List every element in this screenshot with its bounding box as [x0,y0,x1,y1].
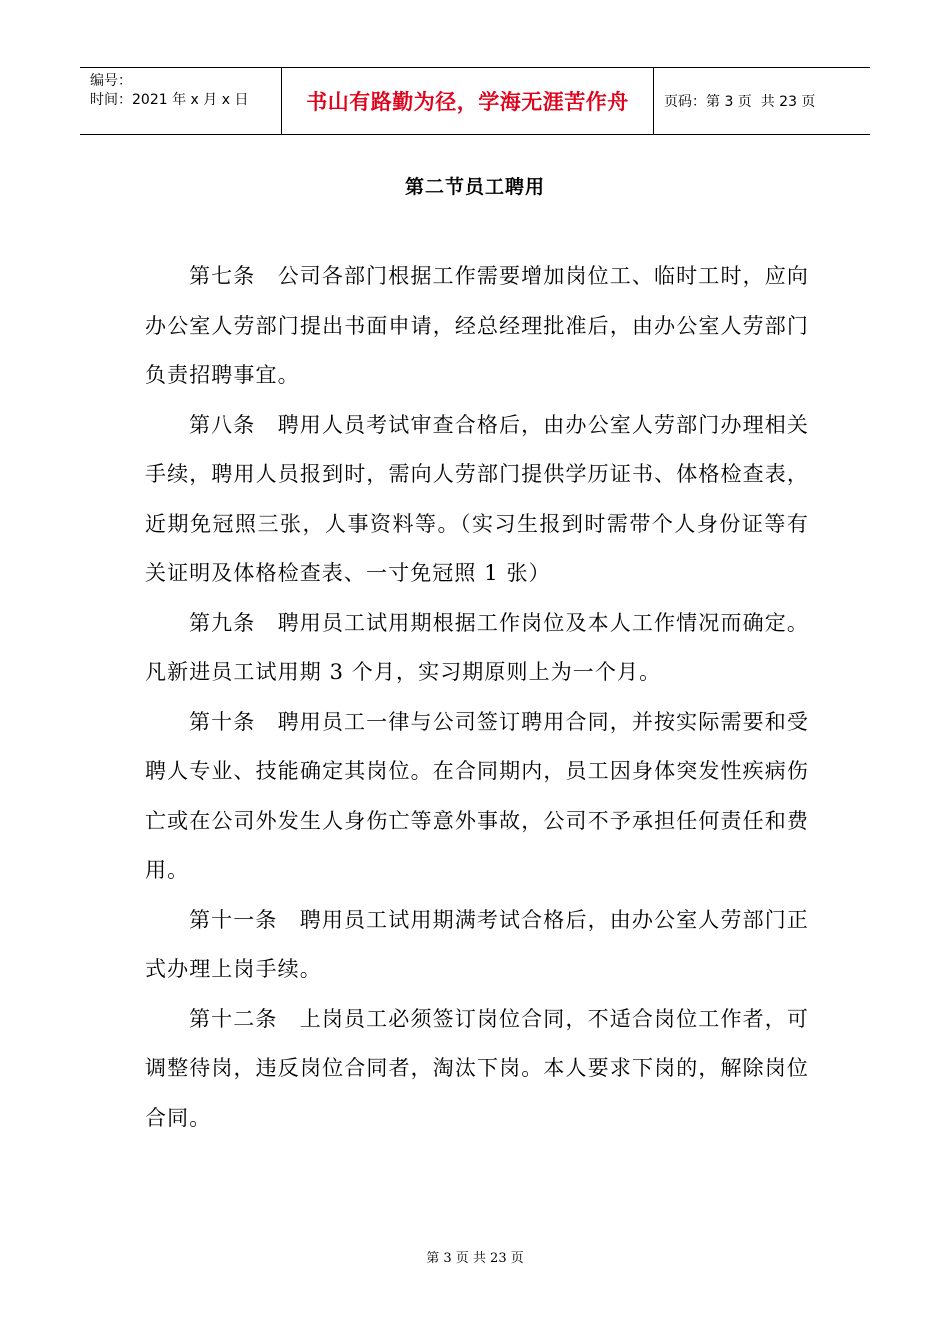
article-7: 第七条 公司各部门根据工作需要增加岗位工、临时工时，应向办公室人劳部门提出书面申请，经总经理批准后，由办公室人劳部门负责招聘事宜。 [145,264,809,387]
document-number-label: 编号： [90,73,132,89]
document-body [145,252,809,1143]
article-12: 第十二条 上岗员工必须签订岗位合同，不适合岗位工作者，可调整待岗，违反岗位合同者，淘汰下岗。本人要求下岗的，解除岗位合同。 [145,1006,809,1130]
header-page-info: 页码：第 3 页 共 23 页 [664,94,816,110]
page-header [80,67,870,135]
document-time-label: 时间：2021 年 x 月 x 日 [90,92,249,108]
article-10: 第十条 聘用员工一律与公司签订聘用合同，并按实际需要和受聘人专业、技能确定其岗位。在合同期内，员工因身体突发性疾病伤亡或在公司外发生人身伤亡等意外事故，公司不予承担任何责任和费用。 [145,709,809,882]
page-footer: 第 3 页 共 23 页 [426,1251,524,1266]
article-11: 第十一条 聘用员工试用期满考试合格后，由办公室人劳部门正式办理上岗手续。 [145,907,809,981]
header-motto: 书山有路勤为径，学海无涯苦作舟 [282,68,654,134]
header-meta [80,68,282,134]
article-8: 第八条 聘用人员考试审查合格后，由办公室人劳部门办理相关手续，聘用人员报到时，需向人劳部门提供学历证书、体格检查表，近期免冠照三张，人事资料等。（实习生报到时需带个人身份证等有关证明及体格检查表、一寸免冠照 1 张） [145,412,809,585]
article-9: 第九条 聘用员工试用期根据工作岗位及本人工作情况而确定。凡新进员工试用期 3 个月，实习期原则上为一个月。 [145,610,809,684]
section-title: 第二节员工聘用 [404,176,545,198]
